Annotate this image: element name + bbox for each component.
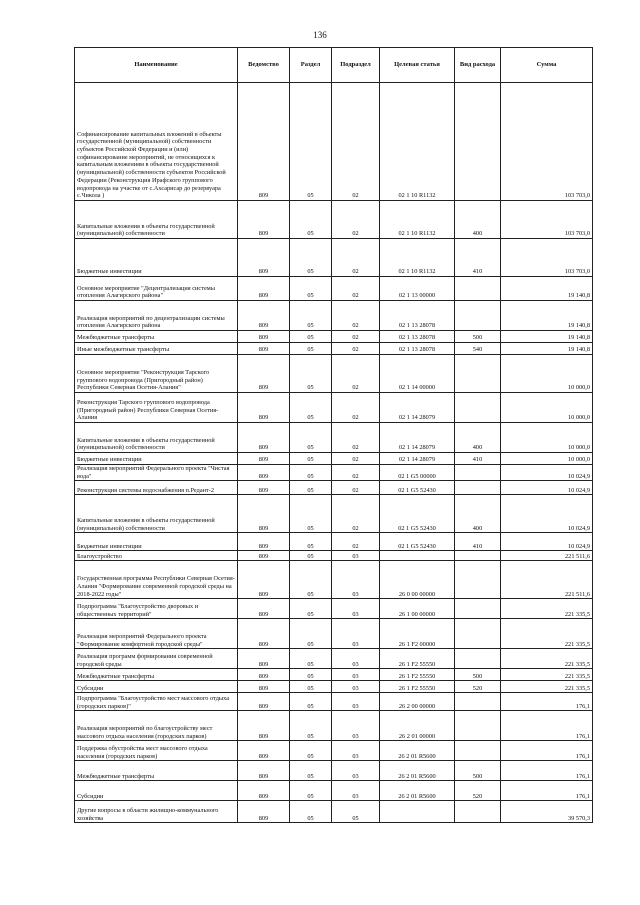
cell-target: 26 2 01 R5600 [380, 741, 455, 761]
cell-name: Реализация программ формирования современной городской среды [75, 649, 238, 669]
cell-name: Реализация мероприятий по децентрализации системы отопления Алагирского района [75, 301, 238, 331]
cell-subsection: 02 [332, 277, 380, 301]
cell-type [455, 355, 501, 393]
cell-section: 05 [290, 453, 332, 465]
cell-section: 05 [290, 649, 332, 669]
header-target: Целевая статья [380, 48, 455, 83]
cell-section: 05 [290, 741, 332, 761]
cell-target: 02 1 13 28078 [380, 343, 455, 355]
table-row [75, 465, 593, 481]
table-row [75, 551, 593, 561]
header-subsection: Подраздел [332, 48, 380, 83]
cell-dept: 809 [238, 693, 290, 711]
cell-sum: 221 335,5 [501, 669, 593, 681]
table-row [75, 83, 593, 201]
cell-subsection: 03 [332, 761, 380, 781]
table-row [75, 693, 593, 711]
cell-subsection: 03 [332, 561, 380, 599]
cell-name: Межбюджетные трансферты [75, 669, 238, 681]
cell-subsection: 03 [332, 619, 380, 649]
cell-dept: 809 [238, 465, 290, 481]
cell-target: 02 1 14 28079 [380, 423, 455, 453]
cell-subsection: 03 [332, 649, 380, 669]
cell-sum: 10 024,9 [501, 533, 593, 551]
table-row [75, 781, 593, 801]
cell-target: 26 1 F2 00000 [380, 619, 455, 649]
cell-target: 02 1 13 28078 [380, 331, 455, 343]
cell-type [455, 277, 501, 301]
cell-target: 02 1 G5 52430 [380, 495, 455, 533]
cell-section: 05 [290, 277, 332, 301]
table-row [75, 343, 593, 355]
table-row [75, 599, 593, 619]
cell-target: 26 2 01 00000 [380, 711, 455, 741]
cell-name: Реализация мероприятий Федерального проекта "Чистая вода" [75, 465, 238, 481]
cell-dept: 809 [238, 423, 290, 453]
cell-type: 410 [455, 533, 501, 551]
cell-target: 02 1 13 00000 [380, 277, 455, 301]
cell-sum: 10 000,0 [501, 393, 593, 423]
cell-sum: 176,1 [501, 761, 593, 781]
cell-subsection: 03 [332, 741, 380, 761]
cell-dept: 809 [238, 393, 290, 423]
cell-name: Основное мероприятие "Реконструкция Тарского группового водопровода (Пригородный район) Республики Северная Осетия-Алания" [75, 355, 238, 393]
cell-dept: 809 [238, 343, 290, 355]
cell-target: 02 1 10 R1132 [380, 201, 455, 239]
cell-type [455, 741, 501, 761]
table-row [75, 301, 593, 331]
cell-name: Основное мероприятие "Децентрализация системы отопления Алагирского района" [75, 277, 238, 301]
cell-dept: 809 [238, 801, 290, 823]
cell-dept: 809 [238, 201, 290, 239]
cell-dept: 809 [238, 619, 290, 649]
cell-section: 05 [290, 465, 332, 481]
cell-name: Капитальные вложения в объекты государственной (муниципальной) собственности [75, 201, 238, 239]
cell-sum: 221 335,5 [501, 619, 593, 649]
table-row [75, 761, 593, 781]
cell-target: 26 1 00 00000 [380, 599, 455, 619]
cell-target: 26 1 F2 55550 [380, 649, 455, 669]
cell-target: 26 1 F2 55550 [380, 681, 455, 693]
cell-type: 400 [455, 201, 501, 239]
budget-table [74, 47, 593, 823]
cell-subsection: 02 [332, 331, 380, 343]
cell-type [455, 599, 501, 619]
cell-dept: 809 [238, 481, 290, 495]
cell-type [455, 693, 501, 711]
cell-sum: 39 570,3 [501, 801, 593, 823]
cell-dept: 809 [238, 711, 290, 741]
cell-dept: 809 [238, 239, 290, 277]
cell-dept: 809 [238, 669, 290, 681]
cell-subsection: 02 [332, 423, 380, 453]
cell-subsection: 02 [332, 533, 380, 551]
table-row [75, 355, 593, 393]
cell-type: 500 [455, 761, 501, 781]
cell-section: 05 [290, 561, 332, 599]
cell-name: Реконструкция системы водоснабжения п.Редант-2 [75, 481, 238, 495]
cell-section: 05 [290, 801, 332, 823]
cell-dept: 809 [238, 355, 290, 393]
cell-type [455, 465, 501, 481]
cell-section: 05 [290, 781, 332, 801]
table-row [75, 423, 593, 453]
cell-name: Бюджетные инвестиции [75, 239, 238, 277]
cell-target: 02 1 14 28079 [380, 393, 455, 423]
cell-subsection: 02 [332, 343, 380, 355]
cell-target: 02 1 10 R1132 [380, 239, 455, 277]
cell-type [455, 551, 501, 561]
cell-type: 520 [455, 681, 501, 693]
cell-name: Благоустройство [75, 551, 238, 561]
cell-subsection: 02 [332, 453, 380, 465]
cell-name: Капитальные вложения в объекты государственной (муниципальной) собственности [75, 423, 238, 453]
cell-sum: 10 000,0 [501, 453, 593, 465]
cell-target: 26 2 01 R5600 [380, 761, 455, 781]
cell-subsection: 03 [332, 781, 380, 801]
cell-name: Капитальные вложения в объекты государственной (муниципальной) собственности [75, 495, 238, 533]
cell-target: 26 2 01 R5600 [380, 781, 455, 801]
cell-dept: 809 [238, 761, 290, 781]
cell-subsection: 03 [332, 711, 380, 741]
cell-dept: 809 [238, 599, 290, 619]
cell-subsection: 02 [332, 465, 380, 481]
cell-type [455, 801, 501, 823]
cell-target: 02 1 14 28079 [380, 453, 455, 465]
cell-type [455, 649, 501, 669]
table-body [75, 83, 593, 823]
table-row [75, 711, 593, 741]
cell-section: 05 [290, 693, 332, 711]
cell-dept: 809 [238, 649, 290, 669]
cell-sum: 10 024,9 [501, 481, 593, 495]
cell-section: 05 [290, 761, 332, 781]
cell-type [455, 393, 501, 423]
table-row [75, 481, 593, 495]
cell-sum: 103 703,0 [501, 83, 593, 201]
cell-sum: 19 140,8 [501, 331, 593, 343]
table-row [75, 495, 593, 533]
cell-dept: 809 [238, 277, 290, 301]
cell-target: 02 1 G5 00000 [380, 465, 455, 481]
cell-dept: 809 [238, 681, 290, 693]
cell-type [455, 561, 501, 599]
cell-name: Бюджетные инвестиции [75, 453, 238, 465]
cell-name: Реконструкция Тарского группового водопровода (Пригородный район) Республики Северная Осетия-Алания [75, 393, 238, 423]
cell-dept: 809 [238, 331, 290, 343]
cell-type: 410 [455, 239, 501, 277]
table-row [75, 331, 593, 343]
cell-section: 05 [290, 423, 332, 453]
cell-section: 05 [290, 301, 332, 331]
cell-section: 05 [290, 495, 332, 533]
cell-section: 05 [290, 599, 332, 619]
cell-sum: 221 335,5 [501, 599, 593, 619]
cell-subsection: 03 [332, 669, 380, 681]
cell-name: Субсидии [75, 781, 238, 801]
cell-sum: 10 024,9 [501, 495, 593, 533]
cell-section: 05 [290, 201, 332, 239]
cell-dept: 809 [238, 781, 290, 801]
cell-sum: 19 140,8 [501, 343, 593, 355]
cell-sum: 10 000,0 [501, 355, 593, 393]
cell-type: 500 [455, 331, 501, 343]
cell-sum: 103 703,0 [501, 239, 593, 277]
cell-target: 02 1 14 00000 [380, 355, 455, 393]
cell-target: 02 1 G5 52430 [380, 481, 455, 495]
cell-sum: 221 335,5 [501, 681, 593, 693]
cell-subsection: 02 [332, 301, 380, 331]
cell-target: 26 0 00 00000 [380, 561, 455, 599]
table-row [75, 239, 593, 277]
cell-subsection: 02 [332, 481, 380, 495]
cell-sum: 221 511,6 [501, 551, 593, 561]
cell-dept: 809 [238, 533, 290, 551]
cell-target: 02 1 13 28078 [380, 301, 455, 331]
cell-section: 05 [290, 331, 332, 343]
cell-dept: 809 [238, 561, 290, 599]
cell-name: Субсидии [75, 681, 238, 693]
header-sum: Сумма [501, 48, 593, 83]
cell-target: 02 1 10 R1132 [380, 83, 455, 201]
header-type: Вид расхода [455, 48, 501, 83]
table-row [75, 277, 593, 301]
cell-type [455, 481, 501, 495]
cell-type: 520 [455, 781, 501, 801]
cell-name: Другие вопросы в области жилищно-коммунального хозяйства [75, 801, 238, 823]
cell-dept: 809 [238, 301, 290, 331]
cell-target [380, 801, 455, 823]
cell-dept: 809 [238, 453, 290, 465]
cell-name: Бюджетные инвестиции [75, 533, 238, 551]
cell-name: Межбюджетные трансферты [75, 761, 238, 781]
table-row [75, 681, 593, 693]
table-row [75, 649, 593, 669]
cell-sum: 176,1 [501, 781, 593, 801]
cell-section: 05 [290, 551, 332, 561]
cell-section: 05 [290, 681, 332, 693]
cell-subsection: 03 [332, 551, 380, 561]
cell-section: 05 [290, 669, 332, 681]
cell-name: Реализация мероприятий Федерального проекта "Формирование комфортной городской среды" [75, 619, 238, 649]
cell-section: 05 [290, 481, 332, 495]
table-row [75, 453, 593, 465]
cell-section: 05 [290, 355, 332, 393]
cell-section: 05 [290, 533, 332, 551]
cell-section: 05 [290, 83, 332, 201]
cell-type: 410 [455, 453, 501, 465]
cell-subsection: 03 [332, 681, 380, 693]
header-name: Наименование [75, 48, 238, 83]
cell-subsection: 02 [332, 239, 380, 277]
table-row [75, 801, 593, 823]
cell-subsection: 03 [332, 693, 380, 711]
cell-sum: 176,1 [501, 711, 593, 741]
cell-dept: 809 [238, 551, 290, 561]
cell-section: 05 [290, 239, 332, 277]
table-row [75, 561, 593, 599]
cell-section: 05 [290, 711, 332, 741]
cell-subsection: 02 [332, 495, 380, 533]
cell-section: 05 [290, 343, 332, 355]
cell-target: 26 1 F2 55550 [380, 669, 455, 681]
header-section: Раздел [290, 48, 332, 83]
cell-name: Софинансирование капитальных вложений в объекты государственной (муниципальной) собственности субъектов Российской Федерации и (или) софинансирование мероприятий, не относящихся к капитальным вложениям в объекты государственной (муниципальной) собственности субъектов Российской Федерации (Реконструкция Ирафского группового водопровода на участке от с.Ахсарисар до резервуара с.Чикола ) [75, 83, 238, 201]
cell-type: 400 [455, 495, 501, 533]
cell-sum: 19 140,8 [501, 301, 593, 331]
cell-sum: 176,1 [501, 741, 593, 761]
cell-subsection: 03 [332, 599, 380, 619]
cell-target [380, 551, 455, 561]
cell-sum: 103 703,0 [501, 201, 593, 239]
cell-name: Подпрограмма "Благоустройство мест массового отдыха (городских парков)" [75, 693, 238, 711]
cell-name: Подпрограмма "Благоустройство дворовых и общественных территорий" [75, 599, 238, 619]
table-row [75, 201, 593, 239]
cell-subsection: 02 [332, 83, 380, 201]
cell-subsection: 02 [332, 201, 380, 239]
header-row [75, 48, 593, 83]
cell-subsection: 05 [332, 801, 380, 823]
table-row [75, 393, 593, 423]
cell-target: 26 2 00 00000 [380, 693, 455, 711]
cell-dept: 809 [238, 83, 290, 201]
cell-sum: 19 140,8 [501, 277, 593, 301]
cell-sum: 176,1 [501, 693, 593, 711]
cell-name: Реализация мероприятий по благоустройству мест массового отдыха населения (городских парков) [75, 711, 238, 741]
table-row [75, 619, 593, 649]
cell-name: Иные межбюджетные трансферты [75, 343, 238, 355]
cell-name: Поддержка обустройства мест массового отдыха населения (городских парков) [75, 741, 238, 761]
cell-sum: 10 000,0 [501, 423, 593, 453]
cell-subsection: 02 [332, 355, 380, 393]
cell-target: 02 1 G5 52430 [380, 533, 455, 551]
cell-subsection: 02 [332, 393, 380, 423]
cell-sum: 221 511,6 [501, 561, 593, 599]
cell-sum: 221 335,5 [501, 649, 593, 669]
cell-type: 400 [455, 423, 501, 453]
cell-dept: 809 [238, 495, 290, 533]
cell-type: 540 [455, 343, 501, 355]
cell-type [455, 619, 501, 649]
cell-type [455, 711, 501, 741]
cell-name: Межбюджетные трансферты [75, 331, 238, 343]
cell-section: 05 [290, 619, 332, 649]
cell-type [455, 83, 501, 201]
cell-type: 500 [455, 669, 501, 681]
cell-name: Государственная программа Республики Северная Осетия-Алания "Формирование современной городской среды на 2018-2022 годы" [75, 561, 238, 599]
header-dept: Ведомство [238, 48, 290, 83]
table-row [75, 741, 593, 761]
cell-section: 05 [290, 393, 332, 423]
page-number: 136 [313, 30, 327, 40]
cell-dept: 809 [238, 741, 290, 761]
cell-type [455, 301, 501, 331]
cell-sum: 10 024,9 [501, 465, 593, 481]
table-row [75, 669, 593, 681]
table-row [75, 533, 593, 551]
